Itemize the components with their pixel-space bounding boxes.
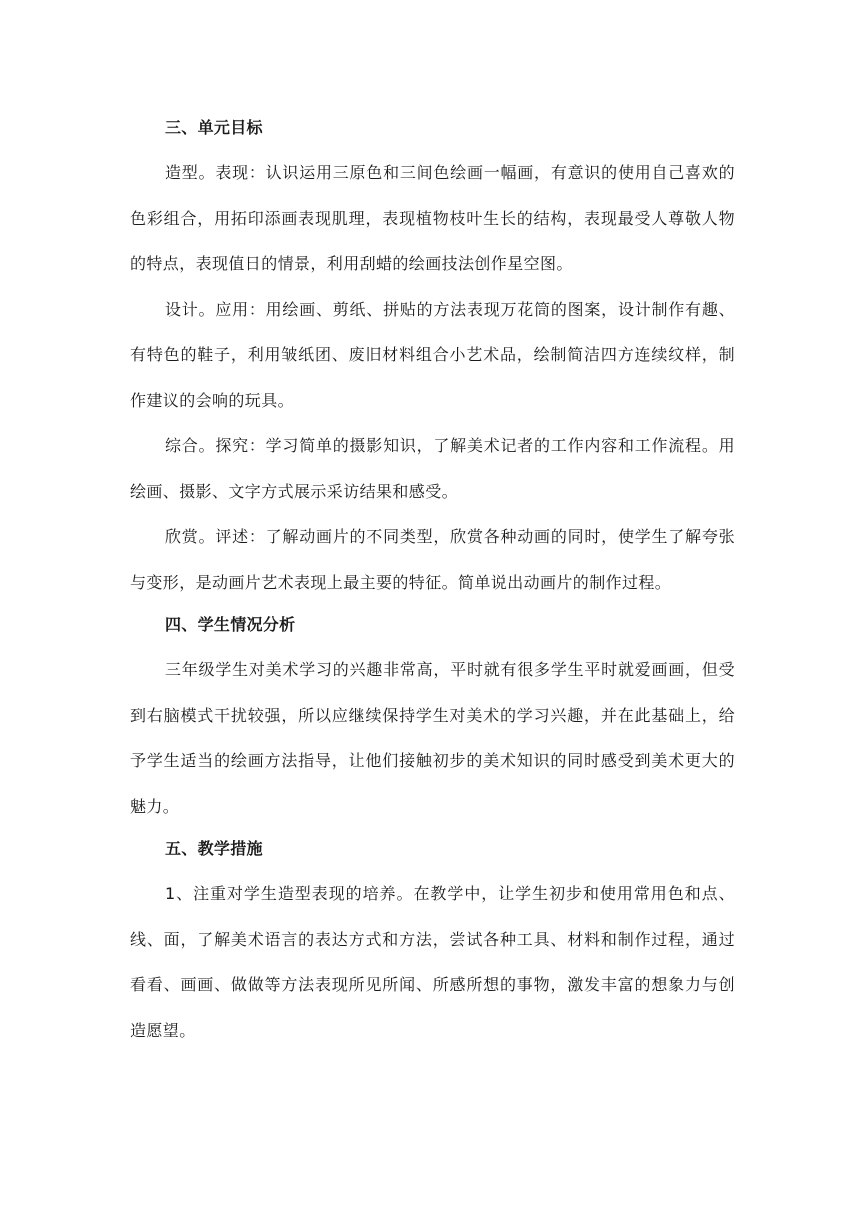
paragraph-design-application: 设计。应用：用绘画、剪纸、拼贴的方法表现万花筒的图案，设计制作有趣、有特色的鞋子，利用皱纸团、废旧材料组合小艺术品，绘制简洁四方连续纹样，制作建议的会响的玩具。	[130, 299, 735, 410]
document-content	[130, 108, 735, 1053]
paragraph-synthesis-exploration: 综合。探究：学习简单的摄影知识，了解美术记者的工作内容和工作流程。用绘画、摄影、文字方式展示采访结果和感受。	[130, 436, 735, 501]
paragraph-appreciation-review: 欣赏。评述：了解动画片的不同类型，欣赏各种动画的同时，使学生了解夸张与变形，是动画片艺术表现上最主要的特征。简单说出动画片的制作过程。	[130, 527, 735, 592]
paragraph-student-analysis: 三年级学生对美术学习的兴趣非常高，平时就有很多学生平时就爱画画，但受到右脑模式干扰较强，所以应继续保持学生对美术的学习兴趣，并在此基础上，给予学生适当的绘画方法指导，让他们接触初步的美术知识的同时感受到美术更大的魅力。	[130, 660, 735, 816]
paragraph-measure-1: 1、注重对学生造型表现的培养。在教学中，让学生初步和使用常用色和点、线、面，了解美术语言的表达方式和方法，尝试各种工具、材料和制作过程，通过看看、画画、做做等方法表现所见所闻、所感所想的事物，激发丰富的想象力与创造愿望。	[130, 884, 735, 1040]
section-heading-student-analysis: 四、学生情况分析	[165, 615, 296, 634]
section-heading-unit-goals: 三、单元目标	[165, 118, 263, 137]
paragraph-modeling-expression: 造型。表现：认识运用三原色和三间色绘画一幅画，有意识的使用自己喜欢的色彩组合，用拓印添画表现肌理，表现植物枝叶生长的结构，表现最受人尊敬人物的特点，表现值日的情景，利用刮蜡的绘画技法创作星空图。	[130, 163, 735, 273]
section-heading-teaching-measures: 五、教学措施	[165, 839, 263, 858]
